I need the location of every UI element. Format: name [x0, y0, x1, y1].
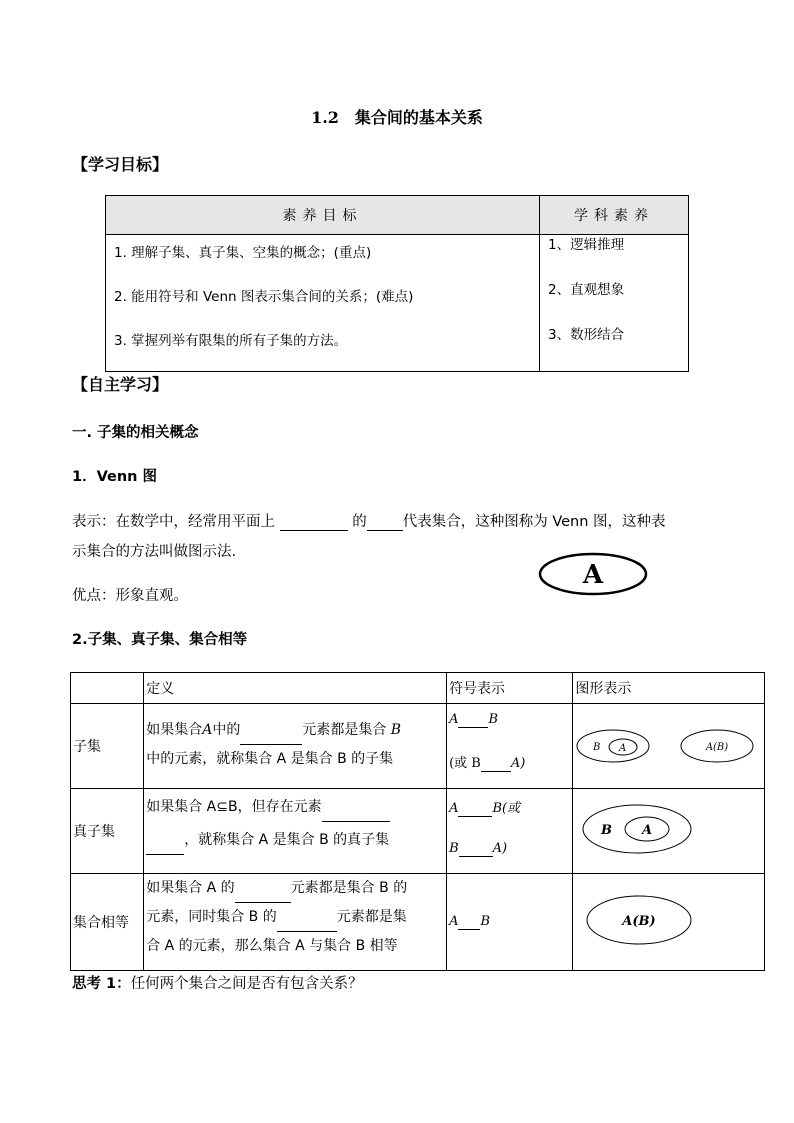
goal-item-3: 3. 掌握列举有限集的所有子集的方法。 — [114, 333, 348, 349]
blank-proper-element[interactable] — [322, 793, 390, 822]
venn-advantage: 优点：形象直观。 — [72, 588, 188, 604]
blank-proper-symbol-alt[interactable] — [459, 841, 493, 857]
header-figure: 图形表示 — [573, 673, 765, 704]
venn-text-part-b: 的 — [352, 514, 367, 530]
blank-subset-element[interactable] — [240, 716, 302, 745]
equal-definition: 如果集合 A 的 元素都是集合 B 的 元素，同时集合 B 的 元素都是集 合 A 的元素，那么集合 A 与集合 B 相等 — [144, 874, 447, 971]
equal-definition-line3: 合 A 的元素，那么集合 A 与集合 B 相等 — [146, 938, 398, 954]
page-title: 1.2 集合间的基本关系 — [311, 108, 483, 127]
blank-subset-symbol[interactable] — [458, 712, 488, 728]
row-label-equal: 集合相等 — [71, 874, 144, 971]
subset-fig-outer-label: B — [593, 742, 601, 753]
proper-subset-definition: 如果集合 A⊆B，但存在元素 ，就称集合 A 是集合 B 的真子集 — [144, 789, 447, 874]
venn-text-line1 — [72, 510, 666, 531]
part1-heading: 一. 子集的相关概念 — [72, 425, 199, 441]
row-label-subset: 子集 — [71, 704, 144, 789]
goals-header-left: 素养目标 — [106, 196, 540, 235]
subset-table — [70, 672, 765, 971]
proper-fig-outer-label: B — [601, 823, 613, 838]
venn-text-part-c: 代表集合，这种图称为 Venn 图，这种表 — [402, 514, 666, 530]
subset-symbol: A B (或 B A) — [447, 704, 573, 789]
venn-heading: 1．Venn 图 — [72, 469, 158, 485]
literacy-item-2: 2、直观想象 — [548, 282, 625, 298]
blank-equal-symbol[interactable] — [458, 914, 480, 930]
subset-section-heading: 2.子集、真子集、集合相等 — [72, 632, 248, 648]
header-symbol: 符号表示 — [447, 673, 573, 704]
subset-definition: 如果集合A中的 元素都是集合 B 中的元素，就称集合 A 是集合 B 的子集 — [144, 704, 447, 789]
think1-label: 思考 1： — [72, 976, 131, 992]
blank-proper-element-2[interactable] — [146, 826, 184, 855]
section-self-study-heading: 【自主学习】 — [72, 375, 169, 394]
blank-venn-shape[interactable] — [280, 514, 348, 531]
venn-label: A — [582, 560, 604, 590]
equal-fig-label: A(B) — [622, 914, 657, 929]
header-definition: 定义 — [144, 673, 447, 704]
proper-fig-inner-label: A — [642, 823, 653, 838]
venn-text-part-a: 表示：在数学中，经常用平面上 — [72, 514, 275, 530]
literacy-item-1: 1、逻辑推理 — [548, 237, 625, 253]
venn-text-line2: 示集合的方法叫做图示法. — [72, 544, 237, 560]
header-empty — [71, 673, 144, 704]
subset-fig-equal-label: A(B) — [706, 742, 729, 753]
proper-subset-figure — [573, 789, 765, 874]
subset-fig-inner-label: A — [619, 743, 627, 754]
proper-subset-symbol: A B(或 B A) — [447, 789, 573, 874]
subset-definition-line2: 中的元素，就称集合 A 是集合 B 的子集 — [146, 751, 394, 767]
subset-figure — [573, 704, 765, 789]
think1-text: 任何两个集合之间是否有包含关系？ — [130, 976, 363, 992]
venn-ellipse-diagram — [536, 550, 650, 600]
goal-item-2: 2. 能用符号和 Venn 图表示集合间的关系；(难点) — [114, 289, 414, 305]
literacy-item-3: 3、数形结合 — [548, 327, 625, 343]
section-goals-heading: 【学习目标】 — [72, 155, 169, 174]
think-question-1 — [72, 972, 363, 993]
blank-equal-b[interactable] — [277, 903, 337, 932]
goals-table — [105, 195, 689, 372]
goals-header-right: 学科素养 — [540, 196, 689, 235]
row-label-proper-subset: 真子集 — [71, 789, 144, 874]
blank-equal-a[interactable] — [235, 874, 291, 903]
blank-venn-region[interactable] — [367, 514, 403, 531]
equal-figure — [573, 874, 765, 971]
equal-symbol: A B — [447, 874, 573, 971]
blank-subset-symbol-alt[interactable] — [481, 756, 511, 772]
goal-item-1: 1. 理解子集、真子集、空集的概念；(重点) — [114, 245, 372, 261]
blank-proper-symbol[interactable] — [458, 801, 492, 817]
